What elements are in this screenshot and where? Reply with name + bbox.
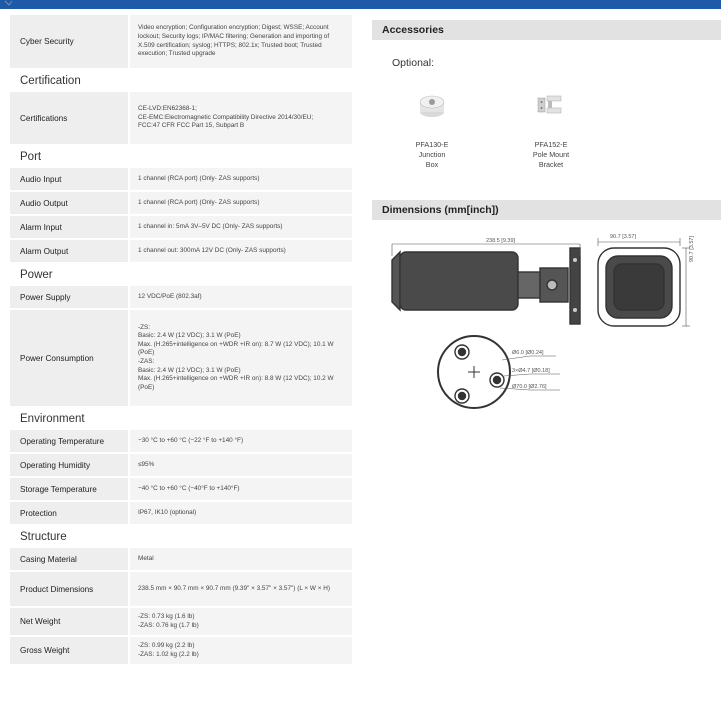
spec-label: Operating Temperature bbox=[20, 436, 105, 446]
hole-label: 3×Ø4.7 [Ø0.18] bbox=[512, 368, 550, 374]
spec-row-alarm-input bbox=[10, 216, 352, 240]
spec-row-audio-output bbox=[10, 192, 352, 216]
spec-value: 1 channel in: 5mA 3V–5V DC (Only- ZAS supports) bbox=[128, 216, 352, 238]
optional-label: Optional: bbox=[392, 57, 435, 69]
spec-label: Gross Weight bbox=[20, 646, 70, 655]
spec-value: IP67, IK10 (optional) bbox=[128, 502, 352, 524]
spec-value: ≤95% bbox=[128, 454, 352, 476]
corner-mark-icon bbox=[3, 0, 14, 9]
right-column bbox=[372, 20, 721, 69]
mounting-base-view bbox=[438, 336, 510, 408]
junction-box-icon bbox=[418, 93, 446, 119]
spec-row-cyber-security bbox=[10, 15, 352, 70]
spec-label: Operating Humidity bbox=[20, 460, 91, 470]
spec-row-storage-temperature bbox=[10, 478, 352, 502]
camera-side-view bbox=[392, 248, 580, 324]
section-title-structure: Structure bbox=[10, 526, 352, 548]
spec-value: -ZS: Basic: 2.4 W (12 VDC); 3.1 W (PoE) Max. (H.265+intelligence on +WDR +IR on): 8.7 W (12 VDC); 10.1 W (PoE) -ZAS: Basic: 2.4 W (12 VDC); 3.1 W (PoE) Max. (H.265+intelligence on +WDR +IR on): 8.8 W (12 VDC); 10.2 W (PoE) bbox=[128, 310, 352, 406]
spec-row-gross-weight bbox=[10, 637, 352, 666]
spec-label: Power Consumption bbox=[20, 353, 94, 363]
accessories-header: Accessories bbox=[372, 20, 721, 40]
spec-label: Storage Temperature bbox=[20, 484, 97, 494]
spec-row-protection bbox=[10, 502, 352, 526]
spec-label: Net Weight bbox=[20, 617, 61, 626]
accessory-pole-mount-label: PFA152-E Pole Mount Bracket bbox=[532, 140, 570, 169]
top-accent-bar bbox=[0, 0, 721, 9]
pole-mount-bracket-icon bbox=[535, 94, 565, 116]
spec-row-power-consumption bbox=[10, 310, 352, 408]
hole-label: Ø6.0 [Ø0.24] bbox=[512, 350, 544, 356]
spec-value: 1 channel (RCA port) (Only- ZAS supports) bbox=[128, 192, 352, 214]
accessory-junction-box-label: PFA130-E Junction Box bbox=[415, 140, 449, 169]
spec-label: Audio Output bbox=[20, 198, 68, 208]
spec-row-audio-input bbox=[10, 168, 352, 192]
spec-row-product-dimensions bbox=[10, 572, 352, 608]
spec-label: Cyber Security bbox=[20, 37, 74, 46]
spec-value: -ZS: 0.99 kg (2.2 lb) -ZAS: 1.02 kg (2.2 lb) bbox=[128, 637, 352, 664]
spec-value: CE-LVD:EN62368-1; CE-EMC:Electromagnetic Compatibility Directive 2014/30/EU; FCC:47 CFR FCC Part 15, Subpart B bbox=[128, 92, 352, 144]
dimensions-header: Dimensions (mm[inch]) bbox=[372, 200, 721, 220]
spec-label: Product Dimensions bbox=[20, 584, 94, 594]
height-label: 90.7 [3.57] bbox=[689, 236, 695, 262]
spec-row-alarm-output bbox=[10, 240, 352, 264]
camera-front-view bbox=[598, 248, 680, 326]
spec-value: 12 VDC/PoE (802.3af) bbox=[128, 286, 352, 308]
spec-row-operating-humidity bbox=[10, 454, 352, 478]
spec-label: Alarm Input bbox=[20, 222, 62, 232]
spec-row-casing-material bbox=[10, 548, 352, 572]
hole-label: Ø70.0 [Ø2.76] bbox=[512, 384, 547, 390]
spec-row-net-weight bbox=[10, 608, 352, 637]
spec-value: 1 channel out: 300mA 12V DC (Only- ZAS supports) bbox=[128, 240, 352, 262]
spec-row-operating-temperature bbox=[10, 430, 352, 454]
spec-value: Video encryption; Configuration encryption; Digest; WSSE; Account lockout; Security logs; IP/MAC filtering; Generation and importing of X.509 certification; syslog; HTTPS; 802.1x; Trusted boot; Trusted execution; Trusted upgrade bbox=[128, 15, 352, 68]
spec-row-certifications bbox=[10, 92, 352, 146]
section-title-power: Power bbox=[10, 264, 352, 286]
spec-value: Metal bbox=[128, 548, 352, 570]
spec-label: Certifications bbox=[20, 113, 68, 123]
spec-value: −30 °C to +60 °C (−22 °F to +140 °F) bbox=[128, 430, 352, 452]
spec-value: −40 °C to +60 °C (−40°F to +140°F) bbox=[128, 478, 352, 500]
section-title-certification: Certification bbox=[10, 70, 352, 92]
spec-value: -ZS: 0.73 kg (1.6 lb) -ZAS: 0.76 kg (1.7 lb) bbox=[128, 608, 352, 635]
spec-row-power-supply bbox=[10, 286, 352, 310]
dimension-drawing bbox=[380, 232, 720, 412]
spec-label: Alarm Output bbox=[20, 246, 69, 256]
length-label: 238.5 [9.39] bbox=[486, 238, 516, 244]
spec-table bbox=[10, 15, 352, 666]
section-title-port: Port bbox=[10, 146, 352, 168]
spec-label: Power Supply bbox=[20, 292, 71, 302]
width-label: 90.7 [3.57] bbox=[610, 234, 636, 240]
spec-label: Protection bbox=[20, 508, 57, 518]
section-title-environment: Environment bbox=[10, 408, 352, 430]
spec-value: 1 channel (RCA port) (Only- ZAS supports) bbox=[128, 168, 352, 190]
spec-label: Audio Input bbox=[20, 174, 62, 184]
spec-label: Casing Material bbox=[20, 554, 77, 564]
spec-value: 238.5 mm × 90.7 mm × 90.7 mm (9.39" × 3.57" × 3.57") (L × W × H) bbox=[128, 572, 352, 606]
